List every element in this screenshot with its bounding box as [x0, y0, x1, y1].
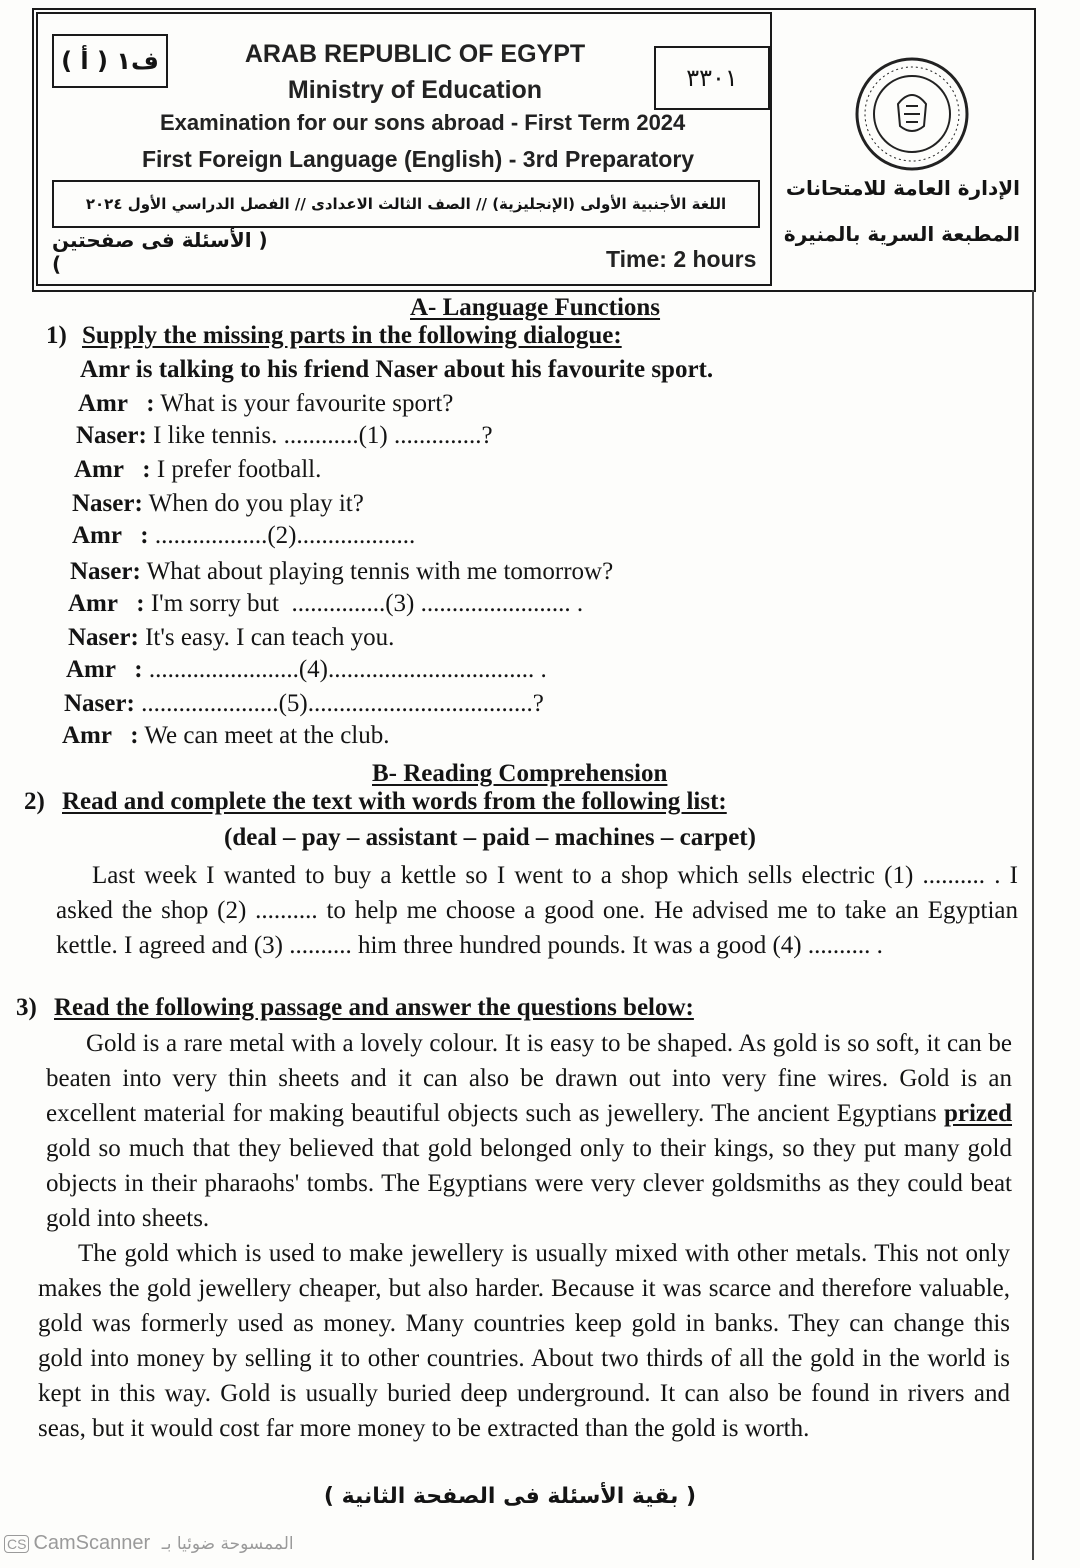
dialogue-text: I'm sorry but ...............(3) ........................ . [144, 590, 584, 617]
dialogue-line [78, 390, 453, 418]
ministry-title: Ministry of Education [287, 76, 543, 104]
section-a-title: A- Language Functions [410, 294, 661, 321]
dialogue-speaker: Amr : [66, 656, 143, 683]
country-title: ARAB REPUBLIC OF EGYPT [244, 40, 586, 68]
q2-text: Last week I wanted to buy a kettle so I went to a shop which sells electric (1) .......... . I asked the shop (2) .......... to help me choose a good one. He advised me to take an Egyptian kettle. I agreed and (3) .......... him three hundred pounds. It was a good (4) .......... . [56, 862, 1018, 959]
q1-number: 1) [46, 322, 67, 349]
authority-line-1: الإدارة العامة للامتحانات [785, 176, 1020, 200]
dialogue-line [62, 722, 390, 750]
dialogue-text: ......................(5)....................................? [134, 690, 544, 717]
dialogue-line [70, 558, 613, 586]
ministry-seal-icon [854, 56, 970, 172]
dialogue-text: I prefer football. [150, 456, 322, 483]
dialogue-text: What about playing tennis with me tomorrow? [140, 558, 614, 585]
dialogue-line [76, 422, 493, 450]
camscanner-text: CamScanner [33, 1532, 151, 1554]
q2-number: 2) [24, 788, 45, 815]
dialogue-text: What is your favourite sport? [154, 390, 454, 417]
passage-p1-before: Gold is a rare metal with a lovely colour. It is easy to be shaped. As gold is so soft, it can be beaten into very thin sheets and it can also be drawn out into very fine wires. Gold is an excellent material for making beautiful objects such as jewellery. The ancient Egyptians [46, 1030, 1012, 1127]
camscanner-arabic: الممسوحة ضوئيا بـ [161, 1534, 294, 1554]
dialogue-line [66, 656, 547, 684]
q3-number: 3) [16, 994, 37, 1021]
continued-note: ( بقية الأسئلة فى الصفحة الثانية ) [323, 1484, 697, 1509]
dialogue-speaker: Naser: [76, 422, 147, 449]
camscanner-watermark [4, 1532, 294, 1555]
dialogue-text: When do you play it? [142, 490, 364, 517]
dialogue-speaker: Naser: [68, 624, 139, 651]
q3-instruction: Read the following passage and answer the questions below: [54, 994, 694, 1021]
exam-title: Examination for our sons abroad - First Term 2024 [160, 110, 686, 135]
camscanner-logo-icon: CS [4, 1535, 29, 1553]
dialogue-text: ........................(4)................................. . [142, 656, 547, 683]
dialogue-text: ..................(2)................... [148, 522, 416, 549]
dialogue-text: I like tennis. ............(1) ..............? [146, 422, 493, 449]
dialogue-speaker: Naser: [72, 490, 143, 517]
dialogue-speaker: Amr : [78, 390, 155, 417]
exam-time: Time: 2 hours [606, 246, 757, 272]
dialogue-intro: Amr is talking to his friend Naser about his favourite sport. [80, 356, 714, 383]
passage-p1-after: gold so much that they believed that gold belonged only to their kings, so they put many gold objects in their pharaohs' tombs. The Egyptians were very clever goldsmiths as they could beat gold into sheets. [46, 1135, 1012, 1232]
dialogue-speaker: Amr : [68, 590, 145, 617]
passage-keyword: prized [943, 1100, 1012, 1127]
serial-number-box: ٣٣٠١ [654, 46, 770, 110]
dialogue-speaker: Amr : [74, 456, 151, 483]
dialogue-line [74, 456, 321, 484]
arabic-subject-line: اللغة الأجنبية الأولى (الإنجليزية) // الصف الثالث الاعدادى // الفصل الدراسي الأول ٢٠٢٤ [52, 180, 760, 228]
dialogue-speaker: Naser: [64, 690, 135, 717]
dialogue-speaker: Amr : [62, 722, 139, 749]
dialogue-line [72, 490, 364, 518]
dialogue-speaker: Naser: [70, 558, 141, 585]
dialogue-line [68, 590, 583, 618]
section-b-title: B- Reading Comprehension [372, 760, 668, 787]
exam-code-box: ف١ ( أ ) [52, 34, 168, 88]
dialogue-line [72, 522, 415, 550]
authority-line-2: المطبعة السرية بالمنيرة [783, 222, 1020, 246]
passage-paragraph-2: The gold which is used to make jewellery is usually mixed with other metals. This not only makes the gold jewellery cheaper, but also harder. Because it was scarce and therefore valuable, gold was formerly used as money. Many countries keep gold in banks. They can change this gold into money by selling it to other countries. About two thirds of all the gold in the world is kept in this way. Gold is usually buried deep underground. It can also be found in rivers and seas, but it would cost far more money to be extracted than the gold is worth. [38, 1240, 1010, 1442]
dialogue-text: We can meet at the club. [138, 722, 390, 749]
dialogue-line [68, 624, 394, 652]
dialogue-speaker: Amr : [72, 522, 149, 549]
q2-instruction: Read and complete the text with words from the following list: [62, 788, 727, 815]
passage-paragraph-1 [46, 1026, 1012, 1236]
right-margin-line [1032, 290, 1034, 1560]
q1-instruction: Supply the missing parts in the following dialogue: [82, 322, 622, 349]
arabic-pages-note: ( الأسئلة فى صفحتين ) [52, 228, 268, 276]
dialogue-text: It's easy. I can teach you. [138, 624, 395, 651]
word-list: (deal – pay – assistant – paid – machines – carpet) [224, 824, 756, 851]
dialogue-line [64, 690, 544, 718]
subject-title: First Foreign Language (English) - 3rd Preparatory [142, 146, 695, 172]
